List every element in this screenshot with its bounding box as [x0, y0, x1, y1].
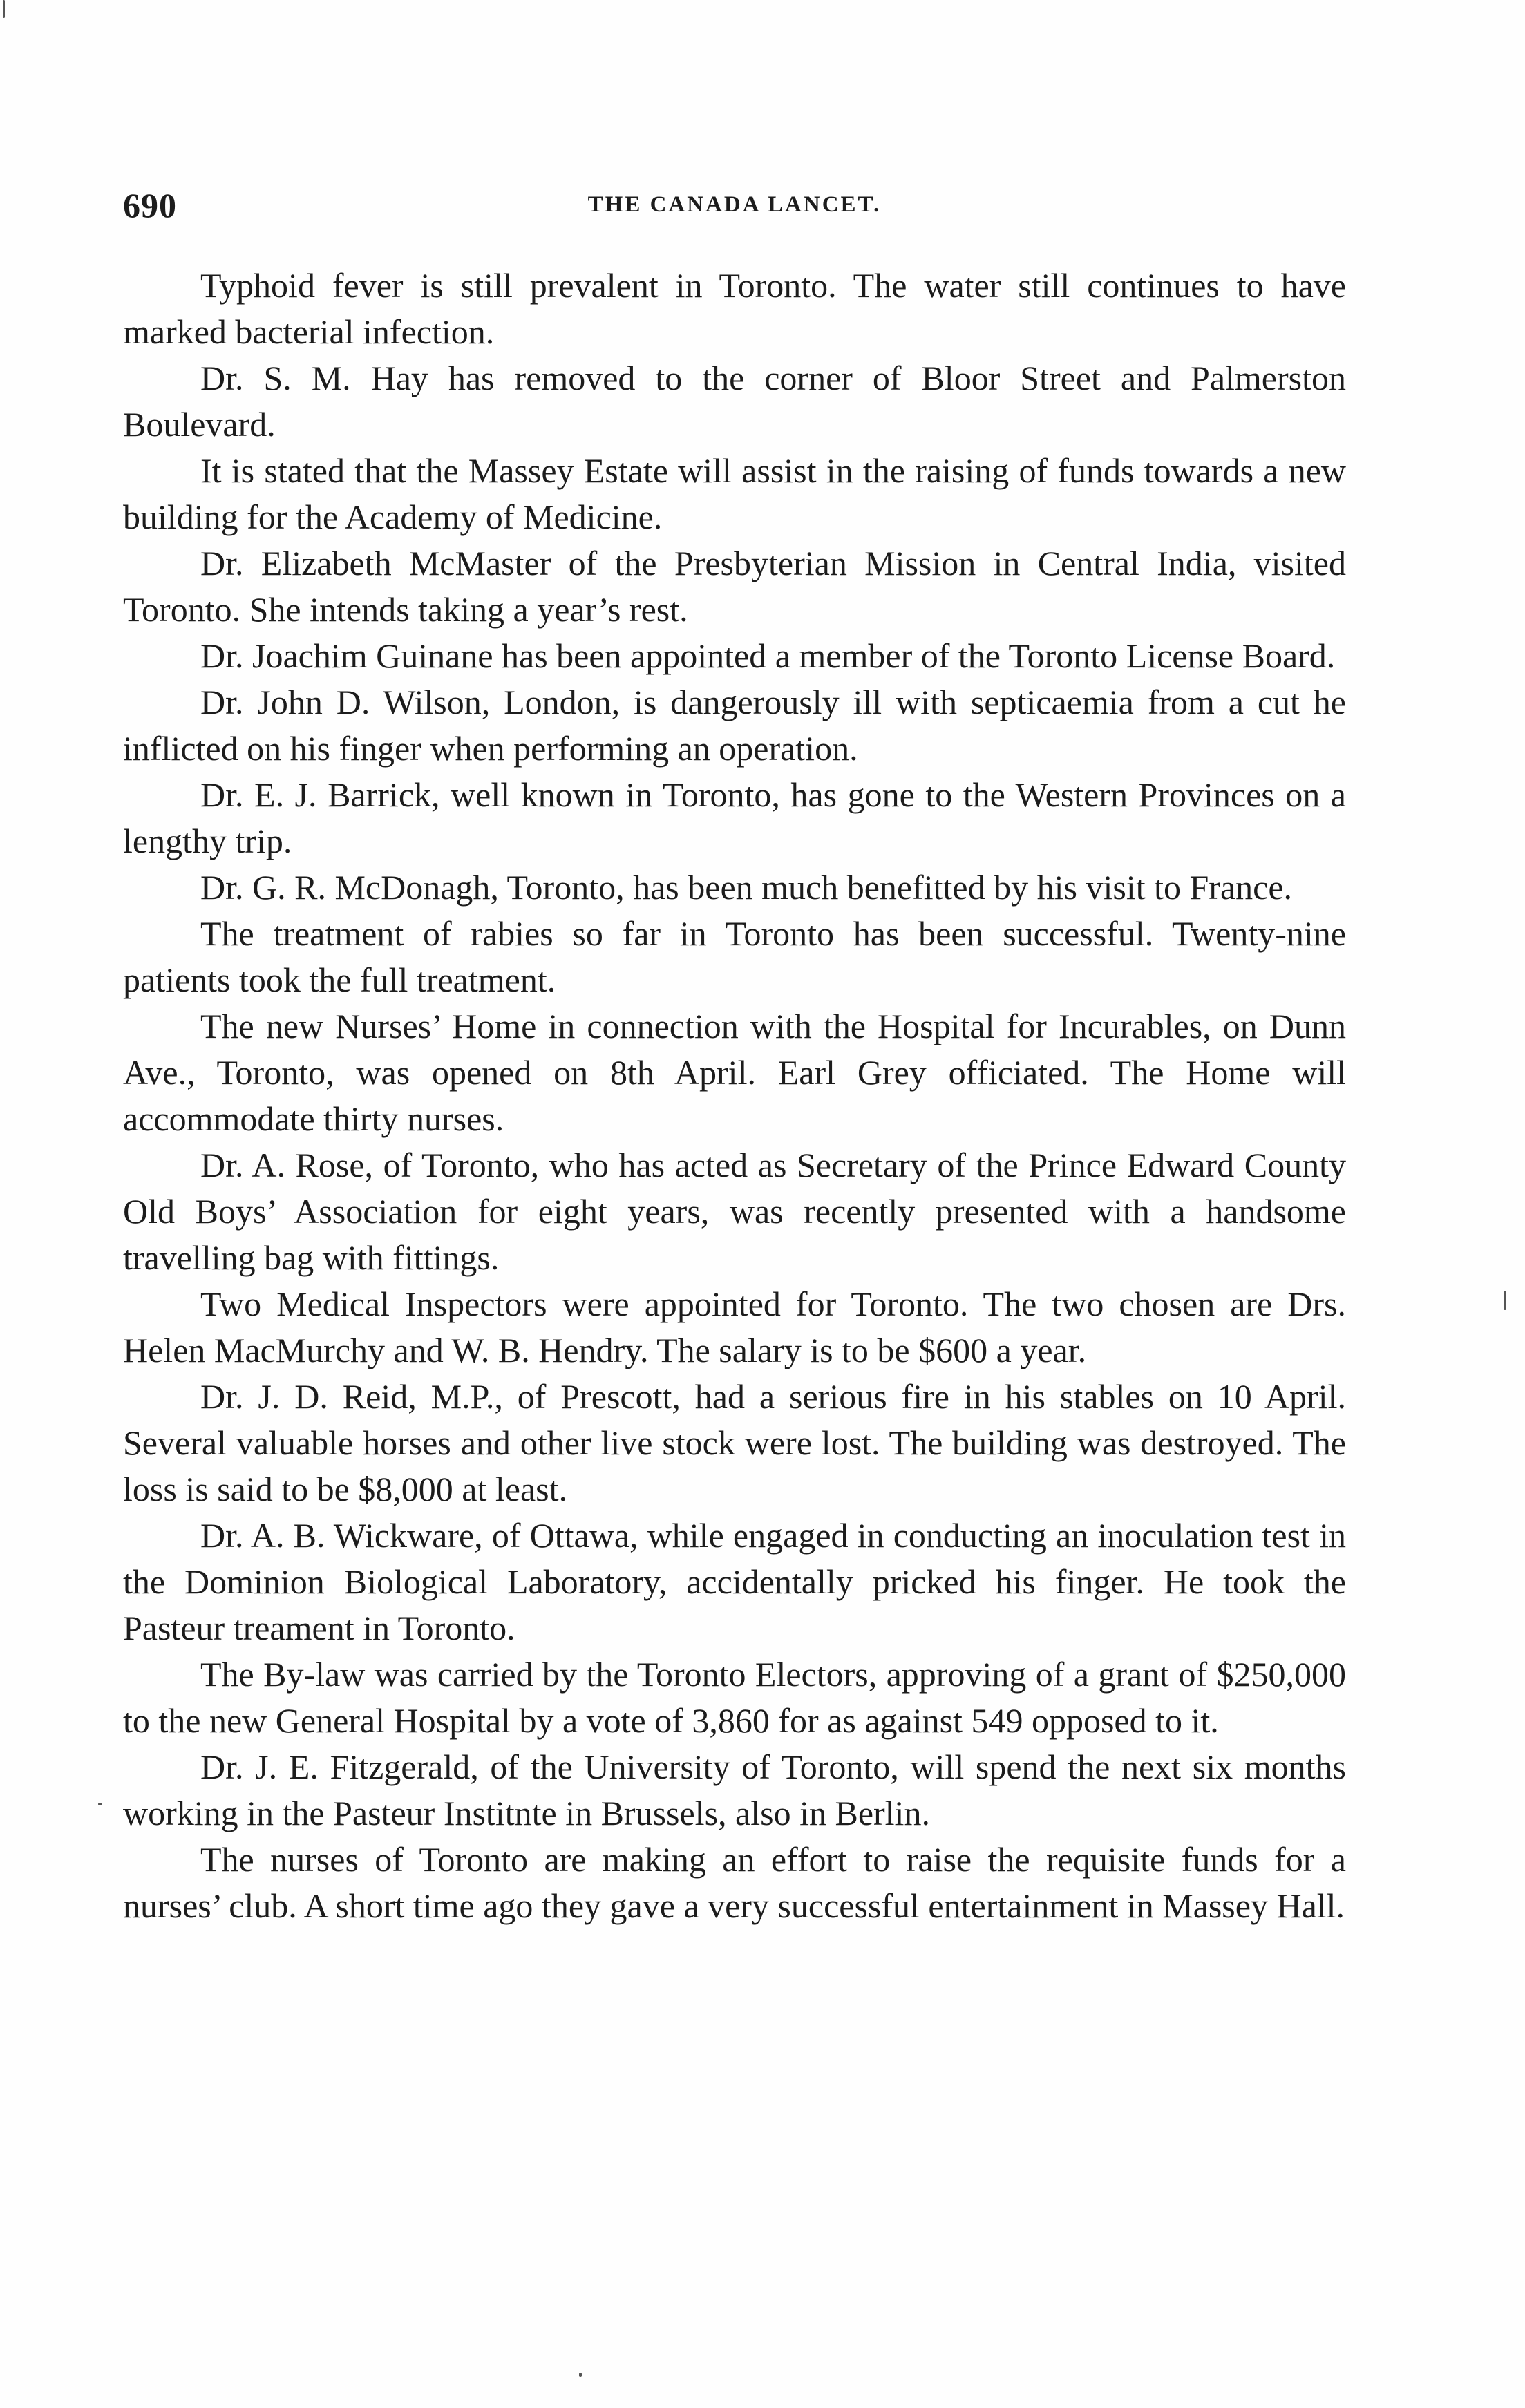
news-paragraph: The treatment of rabies so far in Toronto has been successful. Twenty-nine patients took the full treatment. [123, 914, 1346, 999]
journal-title: THE CANADA LANCET. [587, 192, 882, 217]
article-body [123, 263, 1346, 1929]
news-paragraph: Dr. A. B. Wickware, of Ottawa, while engaged in conducting an inoculation test in the Dominion Biological Laboratory, accidentally pricked his finger. He took the Pasteur treament in Toronto. [123, 1516, 1346, 1647]
news-paragraph: The By-law was carried by the Toronto Electors, approving of a grant of $250,000 to the new General Hospital by a vote of 3,860 for as against 549 opposed to it. [123, 1655, 1346, 1740]
news-paragraph: Dr. J. D. Reid, M.P., of Prescott, had a serious fire in his stables on 10 April. Several valuable horses and other live stock were lost. The building was destroyed. The loss is said to be $8,000 at least. [123, 1377, 1346, 1508]
news-paragraph: Dr. A. Rose, of Toronto, who has acted as Secretary of the Prince Edward County Old Boys’ Association for eight years, was recently presented with a handsome travelling bag with fittings. [123, 1146, 1346, 1277]
news-paragraph: It is stated that the Massey Estate will assist in the raising of funds towards a new building for the Academy of Medicine. [123, 451, 1346, 536]
news-paragraph: Dr. S. M. Hay has removed to the corner of Bloor Street and Palmerston Boulevard. [123, 359, 1346, 444]
news-paragraph: Dr. J. E. Fitzgerald, of the University of Toronto, will spend the next six months working in the Pasteur Institnte in Brussels, also in Berlin. [123, 1747, 1346, 1832]
scan-speck [98, 1803, 102, 1805]
news-paragraph: Dr. Elizabeth McMaster of the Presbyterian Mission in Central India, visited Toronto. She intends taking a year’s rest. [123, 544, 1346, 629]
news-paragraph: Dr. Joachim Guinane has been appointed a member of the Toronto License Board. [200, 636, 1336, 675]
news-paragraph: Dr. John D. Wilson, London, is dangerously ill with septicaemia from a cut he inflicted on his finger when performing an operation. [123, 683, 1346, 768]
news-paragraph: Typhoid fever is still prevalent in Toronto. The water still continues to have marked bacterial infection. [123, 266, 1346, 351]
running-head [123, 185, 1346, 234]
page-number: 690 [123, 186, 177, 225]
news-paragraph: The new Nurses’ Home in connection with the Hospital for Incurables, on Dunn Ave., Toronto, was opened on 8th April. Earl Grey officiated. The Home will accommodate thirty nurses. [123, 1007, 1346, 1138]
news-paragraph: Two Medical Inspectors were appointed for Toronto. The two chosen are Drs. Helen MacMurchy and W. B. Hendry. The salary is to be $600 a year. [123, 1284, 1346, 1369]
news-paragraph: The nurses of Toronto are making an effort to raise the requisite funds for a nurses’ club. A short time ago they gave a very successful entertainment in Massey Hall. [123, 1840, 1346, 1925]
scan-speck [3, 0, 5, 18]
scan-speck [579, 2373, 582, 2377]
news-paragraph: Dr. E. J. Barrick, well known in Toronto, has gone to the Western Provinces on a lengthy trip. [123, 775, 1346, 860]
scan-speck [1504, 1291, 1506, 1310]
news-paragraph: Dr. G. R. McDonagh, Toronto, has been much benefitted by his visit to France. [200, 868, 1293, 907]
